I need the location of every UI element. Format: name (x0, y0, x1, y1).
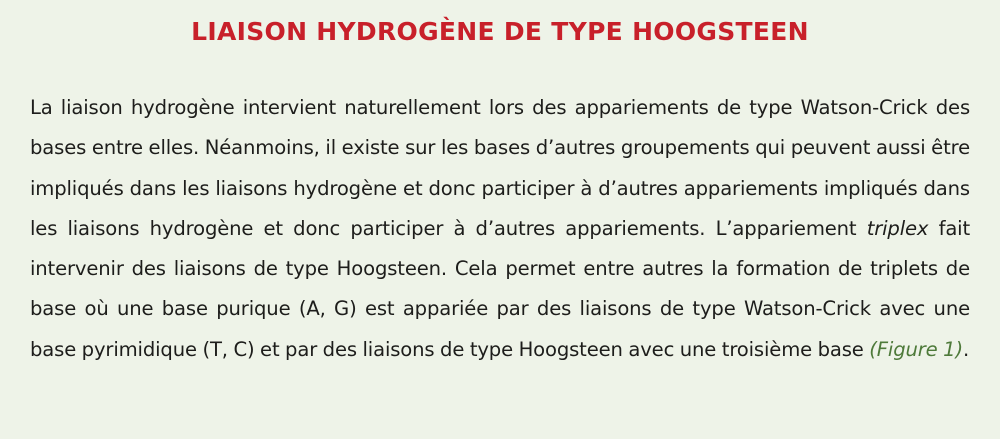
triplex-term: triplex (866, 216, 929, 240)
body-paragraph (30, 88, 970, 370)
paragraph-text-middle: fait intervenir des liaisons de type Hoogsteen. Cela permet entre autres la formation de triplets de base où une base purique (A, G) est appariée par des liaisons de type Watson-Crick avec une base pyrimidique (T, C) et par des liaisons de type Hoogsteen avec une troisième base (30, 216, 970, 361)
box-title: LIAISON HYDROGÈNE DE TYPE HOOGSTEEN (191, 17, 809, 46)
paragraph-text-end: . (962, 337, 970, 361)
paragraph-text-start: La liaison hydrogène intervient naturellement lors des appariements de type Watson-Crick des bases entre elles. Néanmoins, il existe sur les bases d’autres groupements qui peuvent aussi être impliqués dans les liaisons hydrogène et donc participer à d’autres appariements impliqués dans les liaisons hydrogène et donc participer à d’autres appariements. L’appariement (30, 96, 970, 240)
figure-1-link[interactable]: (Figure 1) (869, 337, 963, 361)
